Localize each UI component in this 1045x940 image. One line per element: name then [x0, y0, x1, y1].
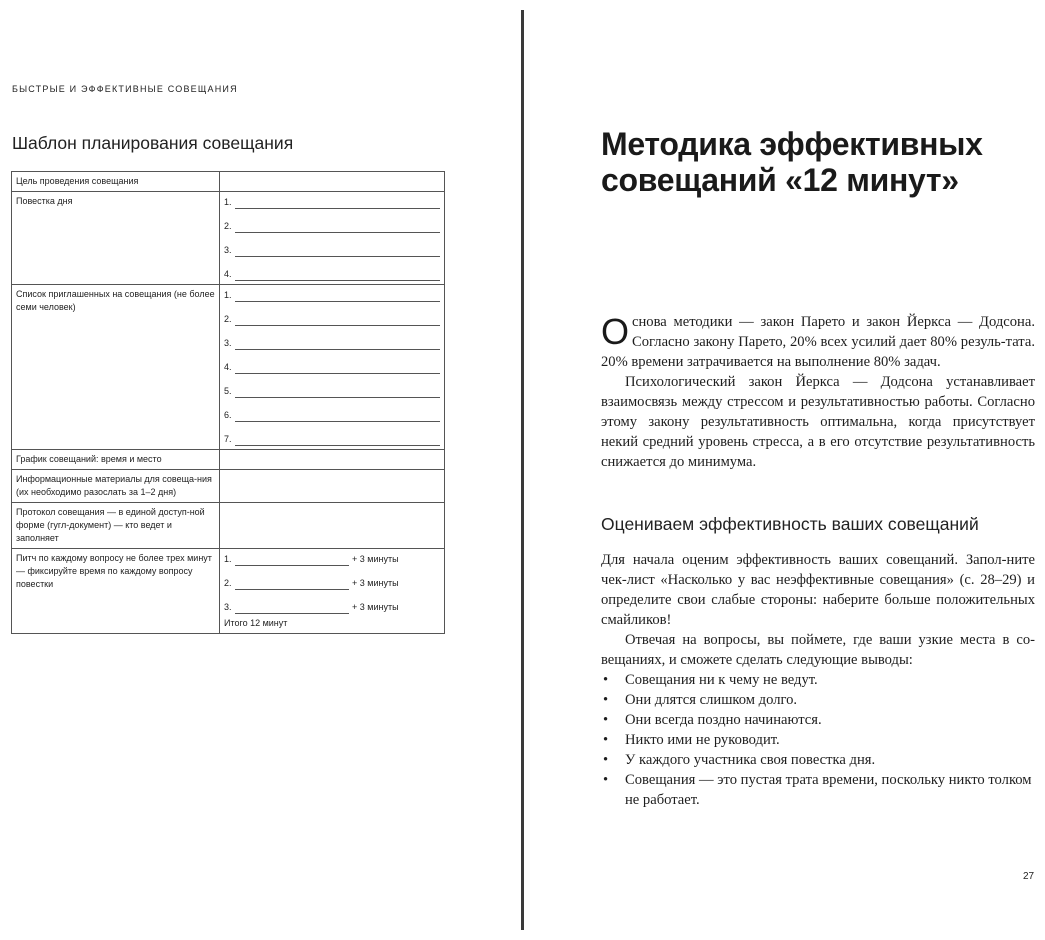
fill-line — [224, 398, 440, 422]
line-number: 3. — [224, 338, 232, 348]
fill-line — [224, 552, 440, 566]
list-item: • Они всегда поздно начинаются. — [601, 710, 1035, 730]
intro-text: снова методики — закон Парето и закон Йеркса — Додсона. Согласно закону Парето, 20% всех усилий дает 80% резуль-тата. 20% времени затрачивается на выполнение 80% задач. — [601, 314, 1035, 370]
line-number: 3. — [224, 602, 232, 612]
assessment-block — [601, 550, 1035, 810]
blank-line — [235, 365, 440, 374]
line-number: 6. — [224, 410, 232, 420]
fill-line — [224, 302, 440, 326]
fill-line — [224, 422, 440, 446]
blank-line — [235, 341, 440, 350]
fill-line — [224, 374, 440, 398]
blank-line — [235, 224, 440, 233]
row-label-goal: Цель проведения совещания — [12, 172, 220, 192]
pitch-lines — [220, 549, 445, 634]
blank-line — [235, 389, 440, 398]
page-number: 27 — [1023, 871, 1035, 882]
line-number: 7. — [224, 434, 232, 444]
blank-line — [235, 413, 440, 422]
blank-line — [235, 200, 440, 209]
blank-line — [235, 293, 440, 302]
table-row — [12, 172, 445, 192]
row-value-materials — [220, 470, 445, 503]
blank-line — [235, 248, 440, 257]
fill-line — [224, 195, 440, 209]
line-number: 1. — [224, 554, 232, 564]
fill-line — [224, 350, 440, 374]
list-item: • Они длятся слишком долго. — [601, 690, 1035, 710]
list-item: • Никто ими не руководит. — [601, 730, 1035, 750]
fill-line — [224, 209, 440, 233]
blank-line — [235, 581, 349, 590]
table-row — [12, 450, 445, 470]
fill-line — [224, 257, 440, 281]
blank-line — [235, 557, 349, 566]
row-label-invitees: Список приглашенных на совещания (не более семи человек) — [12, 285, 220, 450]
row-label-schedule: График совещаний: время и место — [12, 450, 220, 470]
agenda-lines — [220, 192, 445, 285]
line-number: 2. — [224, 314, 232, 324]
line-number: 1. — [224, 197, 232, 207]
row-label-minutes: Протокол совещания — в единой доступ-ной форме (гугл-документ) — кто ведет и заполняет — [12, 503, 220, 549]
paragraph-conclusions: Отвечая на вопросы, вы поймете, где ваши узкие места в со-вещаниях, и сможете сделать следующие выводы: — [601, 632, 1035, 668]
meeting-planning-template — [11, 171, 445, 634]
table-row — [12, 470, 445, 503]
paragraph-checklist: Для начала оценим эффективность ваших совещаний. Запол-ните чек-лист «Насколько у вас неэффективные совещания» (с. 28–29) и определите свои слабые стороны: наберите больше положительных смайликов! — [601, 552, 1035, 628]
conclusions-list — [601, 670, 1035, 810]
row-label-materials: Информационные материалы для совеща-ния (их необходимо разослать за 1–2 дня) — [12, 470, 220, 503]
list-item: • Совещания ни к чему не ведут. — [601, 670, 1035, 690]
line-number: 3. — [224, 245, 232, 255]
table-row — [12, 503, 445, 549]
paragraph-yerkes-dodson: Психологический закон Йеркса — Додсона устанавливает взаимосвязь между стрессом и результативностью работы. Согласно этому закону результативность оптимальна, когда присутствует некий средний уровень стресса, а в его отсутствие результативность снижается до минимума. — [601, 374, 1035, 470]
table-row — [12, 192, 445, 285]
table-row — [12, 285, 445, 450]
line-number: 1. — [224, 290, 232, 300]
row-label-agenda: Повестка дня — [12, 192, 220, 285]
row-value-minutes — [220, 503, 445, 549]
blank-line — [235, 437, 440, 446]
pitch-suffix: + 3 минуты — [352, 602, 399, 612]
intro-paragraph — [601, 312, 1035, 372]
invitee-lines — [220, 285, 445, 450]
line-number: 4. — [224, 269, 232, 279]
table-row — [12, 549, 445, 634]
template-title: Шаблон планирования совещания — [12, 133, 294, 153]
drop-cap: О — [601, 311, 630, 352]
intro-block — [601, 312, 1035, 472]
line-number: 4. — [224, 362, 232, 372]
line-number: 2. — [224, 221, 232, 231]
chapter-title: Методика эффективных совещаний «12 минут» — [601, 126, 983, 198]
pitch-suffix: + 3 минуты — [352, 578, 399, 588]
blank-line — [235, 317, 440, 326]
blank-line — [235, 605, 349, 614]
line-number: 2. — [224, 578, 232, 588]
row-value-goal — [220, 172, 445, 192]
running-head: БЫСТРЫЕ И ЭФФЕКТИВНЫЕ СОВЕЩАНИЯ — [12, 84, 238, 94]
fill-line — [224, 566, 440, 590]
fill-line — [224, 233, 440, 257]
fill-line — [224, 326, 440, 350]
blank-line — [235, 272, 440, 281]
row-label-pitch: Питч по каждому вопросу не более трех минут — фиксируйте время по каждому вопросу повестки — [12, 549, 220, 634]
list-item: • У каждого участника своя повестка дня. — [601, 750, 1035, 770]
book-spine — [521, 10, 524, 930]
fill-line — [224, 590, 440, 614]
fill-line — [224, 288, 440, 302]
pitch-suffix: + 3 минуты — [352, 554, 399, 564]
list-item: • Совещания — это пустая трата времени, поскольку никто толком не работает. — [601, 770, 1035, 810]
row-value-schedule — [220, 450, 445, 470]
pitch-total: Итого 12 минут — [224, 618, 288, 628]
line-number: 5. — [224, 386, 232, 396]
section-heading: Оцениваем эффективность ваших совещаний — [601, 514, 979, 534]
